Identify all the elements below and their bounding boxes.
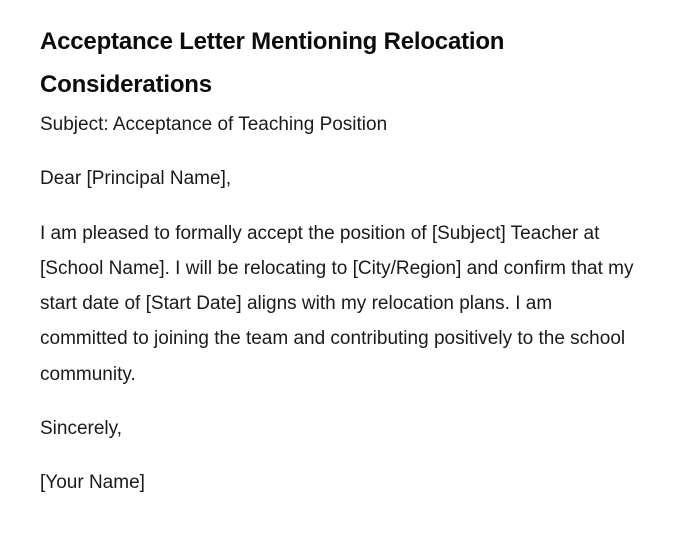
letter-subject: Subject: Acceptance of Teaching Position [40,114,388,135]
letter-closing: Sincerely, [40,418,123,440]
letter-body: I am pleased to formally accept the position of [Subject] Teacher at [School Name]. I will be relocating to [City/Region] and confirm that my start date of [Start Date] aligns with my relocation plans. I am committed to joining the team and contributing positively to the school community. [40,222,634,385]
letter-signature: [Your Name] [40,472,145,494]
letter-greeting: Dear [Principal Name], [40,168,232,190]
letter-document [40,20,640,501]
letter-title: Acceptance Letter Mentioning Relocation Considerations [40,28,505,98]
